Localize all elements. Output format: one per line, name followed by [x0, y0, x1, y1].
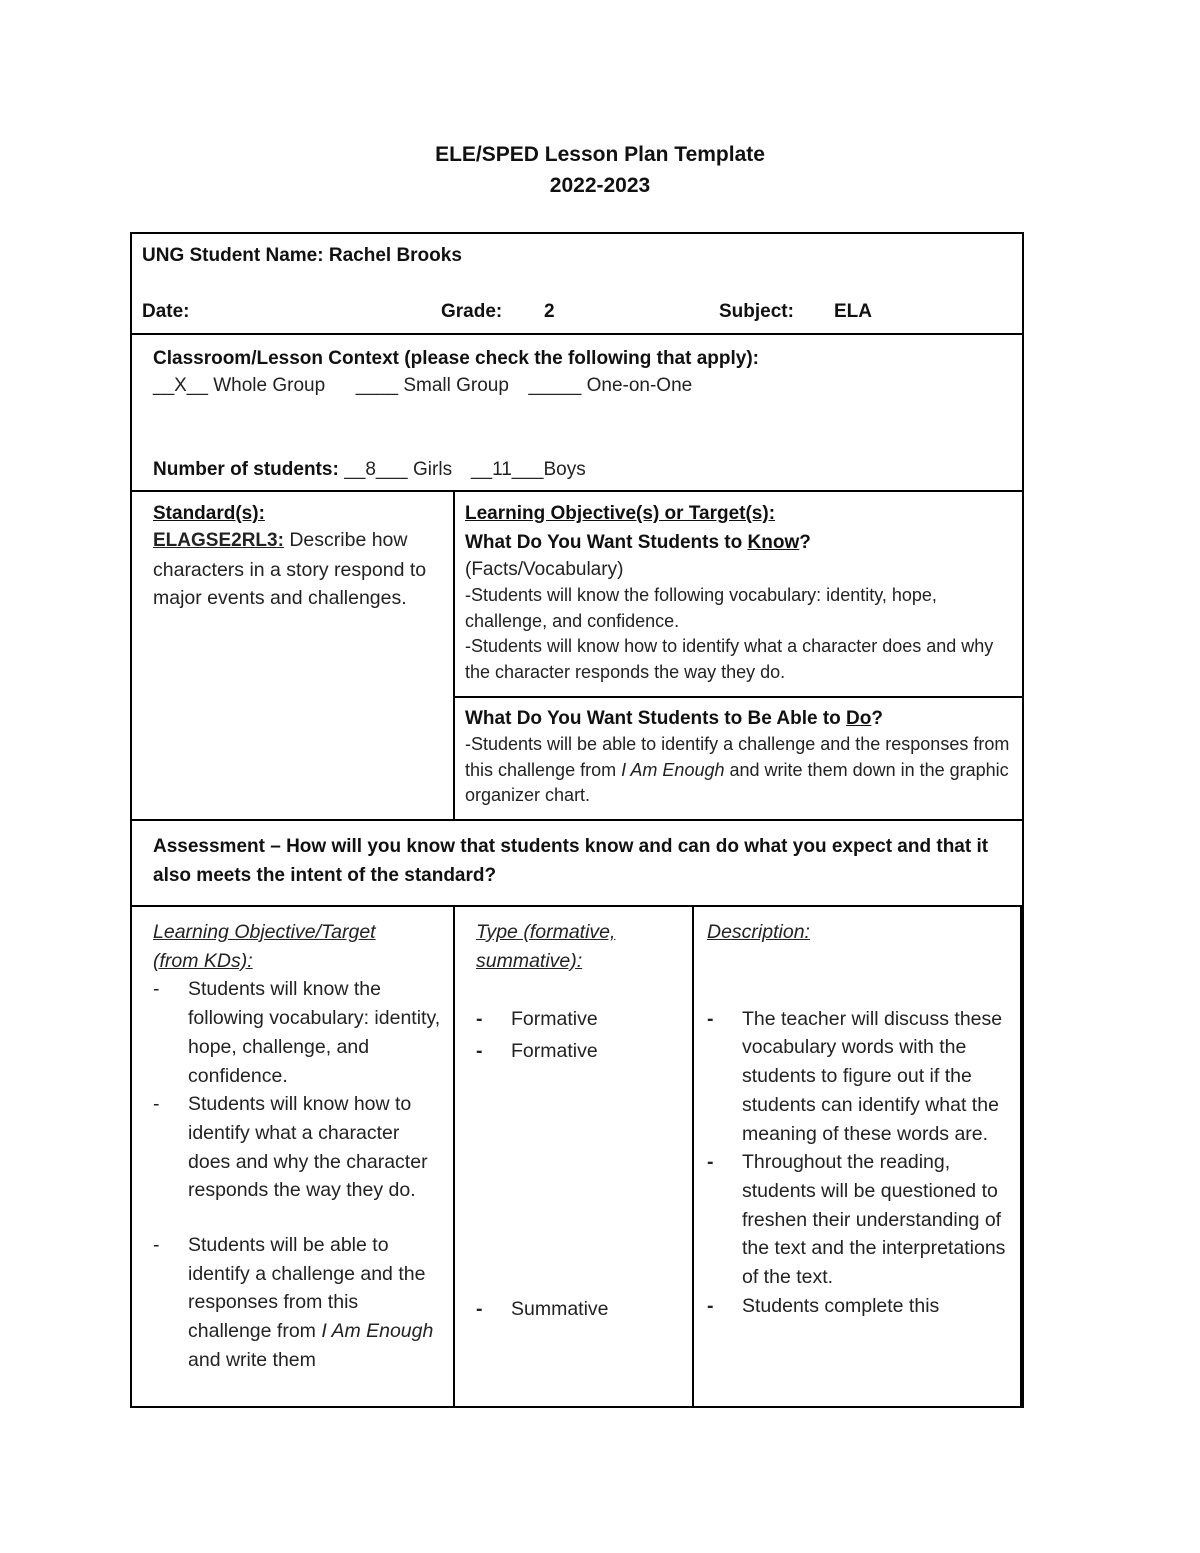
- list-item: - Formative: [476, 1005, 686, 1034]
- list-item: - Students complete this: [707, 1292, 1019, 1321]
- assessment-description-column: [707, 918, 1019, 1320]
- list-item: - Students will be able to identify a challenge and the responses from this challenge from I Am Enough and write them: [153, 1231, 443, 1375]
- small-group-label: Small Group: [403, 375, 509, 396]
- list-item: - Summative: [476, 1295, 686, 1324]
- column-divider: [453, 490, 455, 820]
- context-heading: Classroom/Lesson Context (please check the following that apply):: [153, 348, 759, 369]
- do-word: Do: [846, 708, 872, 729]
- standards-text: [153, 526, 446, 613]
- do-heading: What Do You Want Students to Be Able to Do?: [465, 708, 883, 729]
- know-word: Know: [747, 532, 800, 553]
- list-item: - Students will know the following vocabulary: identity, hope, challenge, and confidence.: [153, 975, 443, 1090]
- whole-group-mark: __X__: [153, 375, 208, 396]
- column-divider: [692, 905, 694, 1408]
- know-heading: What Do You Want Students to Know?: [465, 532, 811, 553]
- girls-count: __8___: [344, 459, 408, 480]
- assessment-type-column: [476, 918, 686, 1324]
- list-item: - Students will know how to identify what a character does and why the character responds the way they do.: [153, 1090, 443, 1205]
- standard-code: ELAGSE2RL3:: [153, 530, 284, 551]
- students-label: Number of students:: [153, 459, 339, 480]
- do-cell: [465, 708, 1017, 809]
- col2-list: [476, 1005, 686, 1323]
- list-item: - The teacher will discuss these vocabulary words with the students to figure out if the students can identify what the meaning of these words are.: [707, 1005, 1019, 1149]
- column-divider: [453, 905, 455, 1408]
- book-title: I Am Enough: [321, 1320, 434, 1343]
- book-title: I Am Enough: [621, 759, 725, 780]
- grade-value: 2: [544, 301, 555, 322]
- document-year: 2022-2023: [549, 174, 651, 197]
- row-divider: [130, 333, 1024, 335]
- row-divider: [454, 696, 1024, 698]
- girls-label: Girls: [413, 459, 453, 480]
- student-name-label: UNG Student Name:: [142, 245, 324, 266]
- assessment-heading: Assessment – How will you know that students know and can do what you expect and that it also meets the intent of the standard?: [153, 836, 989, 886]
- small-group-mark: ____: [355, 375, 399, 396]
- subject-value: ELA: [834, 301, 872, 322]
- assessment-objectives-column: [153, 918, 443, 1375]
- know-line-1: -Students will know the following vocabulary: identity, hope, challenge, and confidence.: [465, 585, 937, 631]
- one-on-one-mark: _____: [528, 375, 582, 396]
- col1-list: [153, 975, 443, 1374]
- student-name-value: Rachel Brooks: [328, 245, 462, 266]
- know-subheading: (Facts/Vocabulary): [465, 559, 624, 580]
- table-right-border-thick: [1020, 905, 1023, 1408]
- context-options: [153, 375, 692, 397]
- one-on-one-label: One-on-One: [586, 375, 693, 396]
- col1-heading: Learning Objective/Target (from KDs):: [153, 921, 376, 972]
- objectives-cell: [465, 503, 1017, 685]
- know-line-2: -Students will know how to identify what a character does and why the character responds the way they do.: [465, 636, 994, 682]
- standards-heading: Standard(s):: [153, 503, 265, 524]
- boys-label: Boys: [543, 459, 586, 480]
- standard-description: Describe how characters in a story respond to major events and challenges.: [153, 529, 427, 610]
- col3-heading: Description:: [707, 921, 810, 943]
- student-count-row: [153, 458, 586, 481]
- do-text: -Students will be able to identify a challenge and the responses from this challenge from I Am Enough and write them down in the graphic organizer chart.: [465, 734, 1010, 805]
- grade-label: Grade:: [441, 301, 503, 322]
- student-name-row: [142, 245, 462, 267]
- col2-heading: Type (formative, summative):: [476, 921, 616, 972]
- row-divider: [130, 490, 1024, 492]
- col3-list: [707, 1005, 1019, 1321]
- document-title: ELE/SPED Lesson Plan Template: [435, 143, 765, 166]
- list-item: - Throughout the reading, students will be questioned to freshen their understanding of the text and the interpretations of the text.: [707, 1148, 1019, 1292]
- whole-group-label: Whole Group: [213, 375, 326, 396]
- row-divider: [130, 905, 1024, 907]
- list-item: - Formative: [476, 1037, 686, 1066]
- standards-cell: [153, 503, 446, 613]
- date-label: Date:: [142, 301, 190, 322]
- subject-label: Subject:: [719, 301, 794, 322]
- boys-count: __11___: [470, 459, 544, 480]
- objectives-heading: Learning Objective(s) or Target(s):: [465, 503, 776, 524]
- row-divider: [130, 819, 1024, 821]
